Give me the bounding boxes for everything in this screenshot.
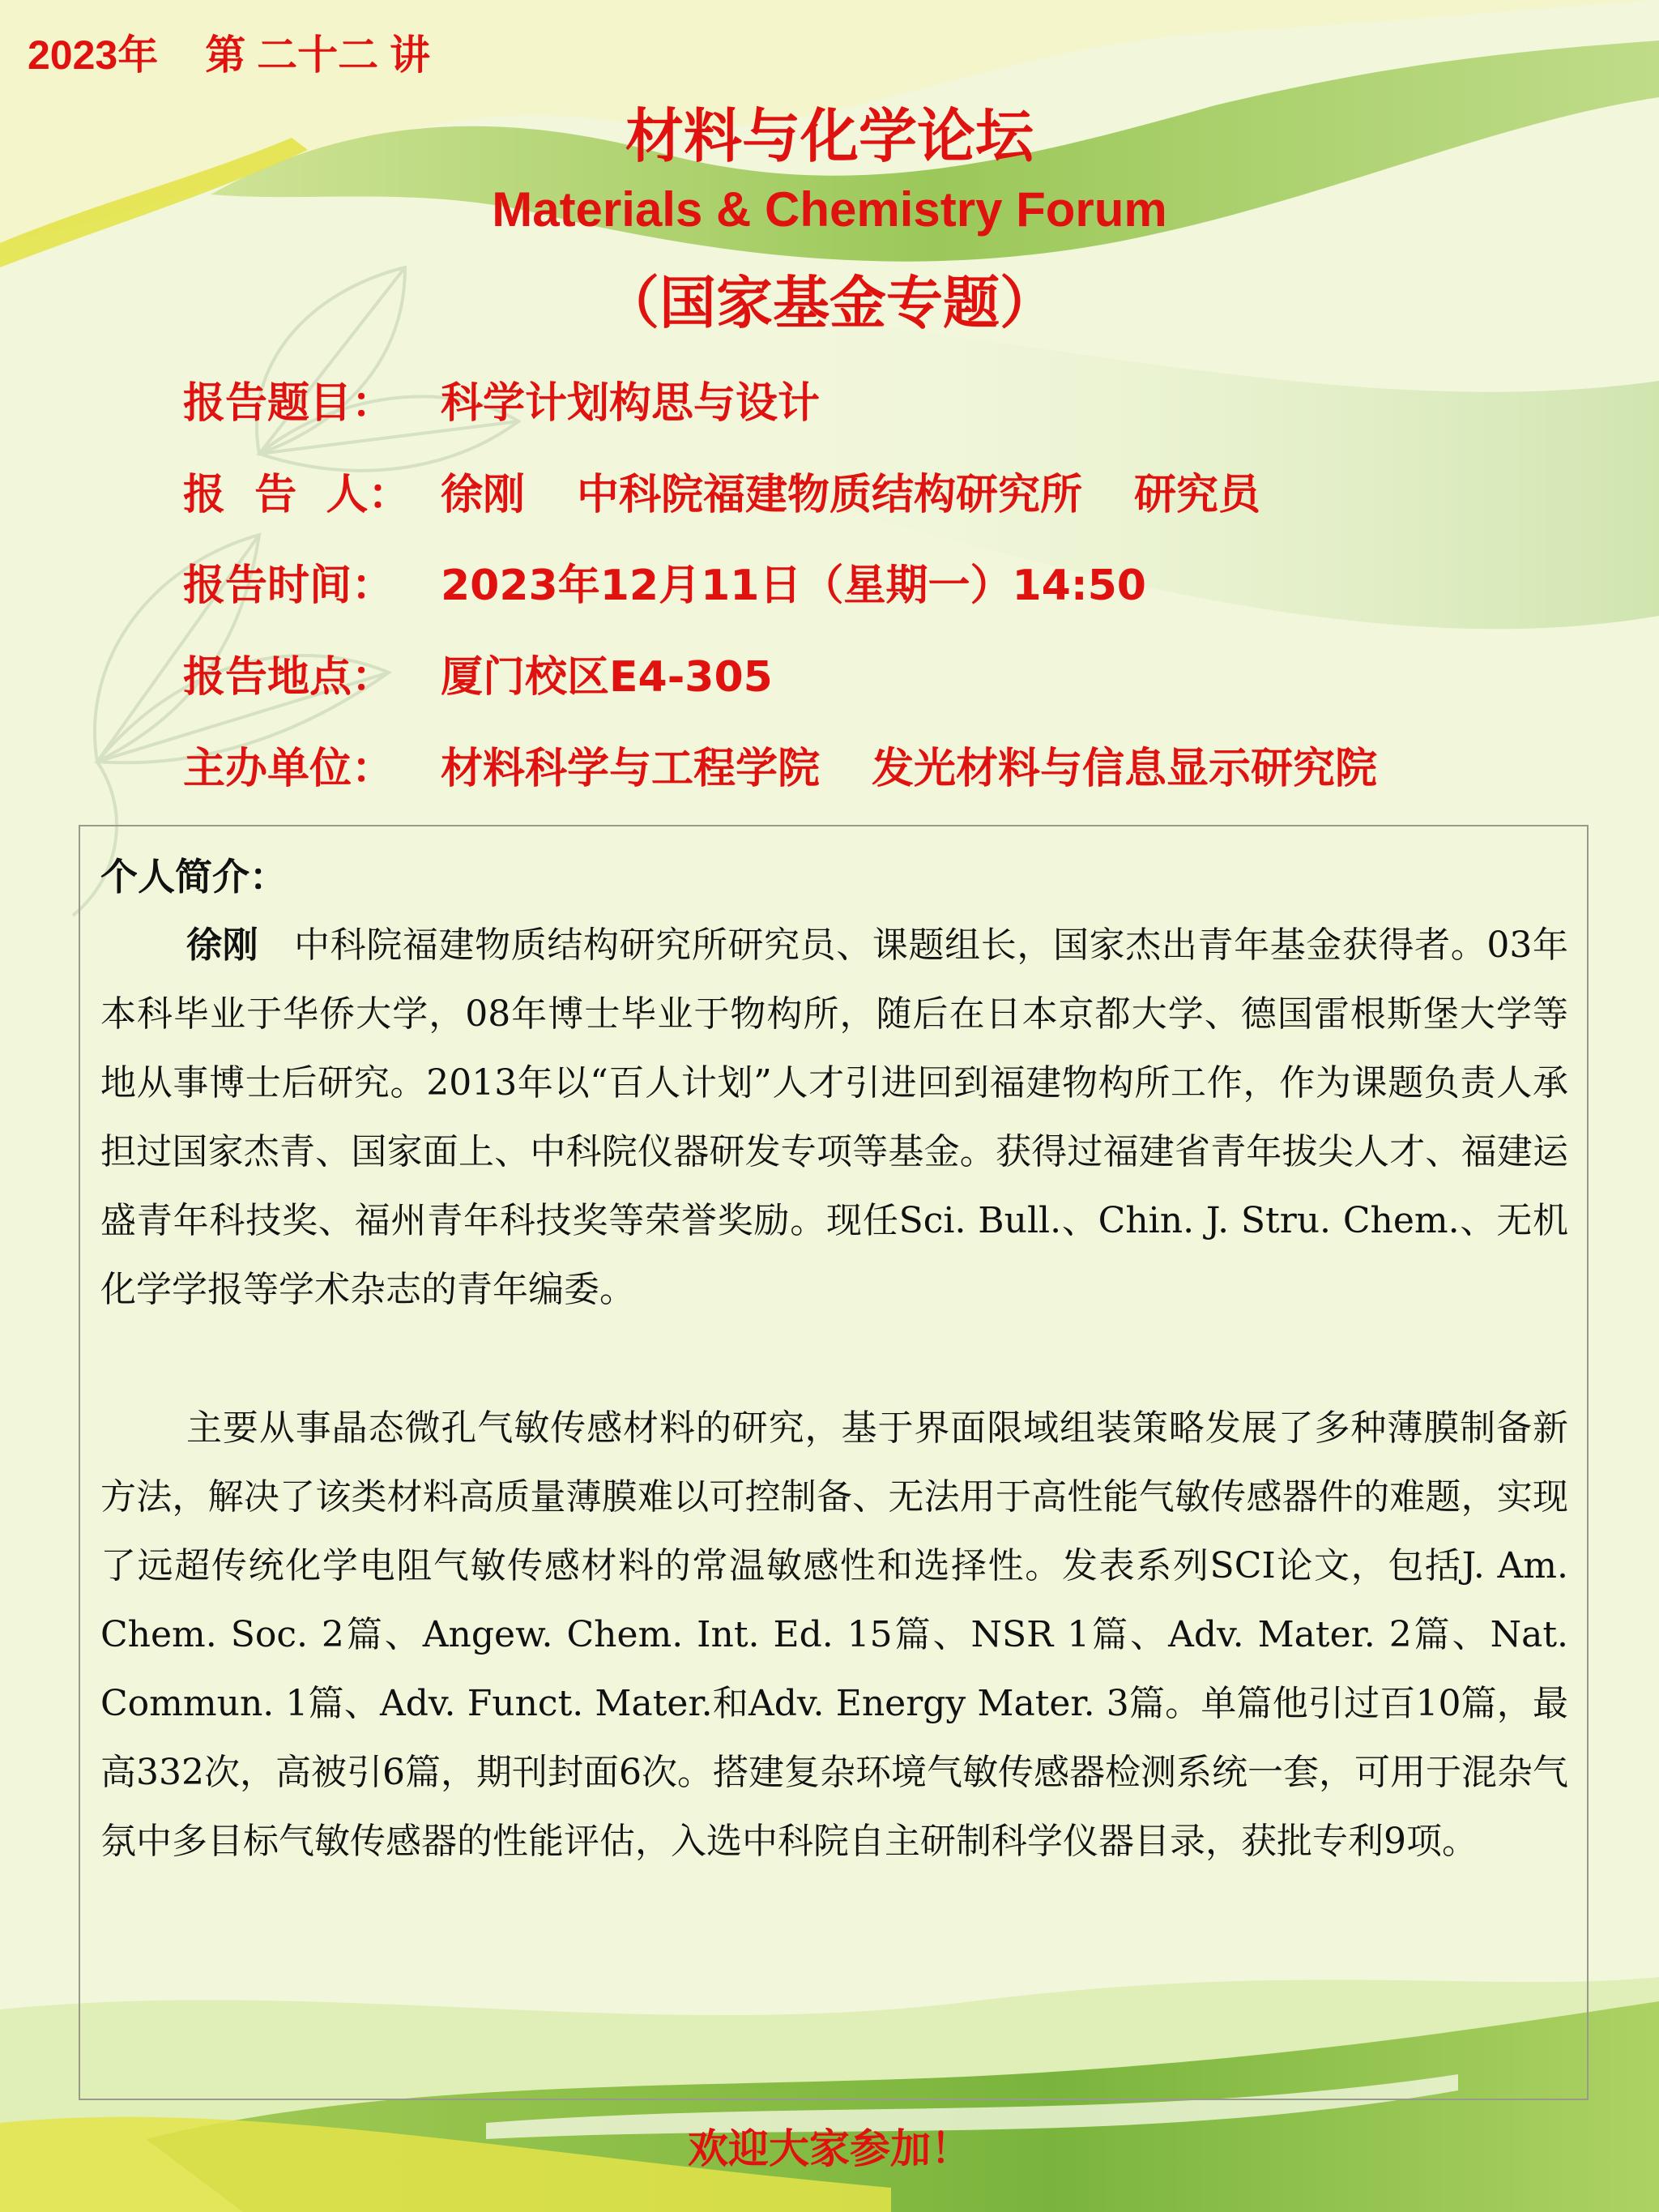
- host-value: [441, 734, 1377, 795]
- topic-label: 报告题目：: [183, 379, 394, 428]
- time-label: 报告时间：: [183, 562, 394, 610]
- lecture-series-label: [28, 23, 430, 81]
- speaker-name: 徐刚: [441, 471, 526, 519]
- bio-paragraph-1: [100, 911, 1568, 1324]
- topic-value: 科学计划构思与设计: [441, 379, 821, 428]
- host-unit-2: 发光材料与信息显示研究院: [872, 745, 1378, 793]
- host-label: 主办单位：: [183, 745, 394, 793]
- speaker-organization: 中科院福建物质结构研究所: [577, 471, 1083, 519]
- time-value: 2023年12月11日（星期一）14:50: [441, 562, 1146, 610]
- speaker-label: 报 告 人：: [183, 471, 411, 519]
- series-year: 2023年: [28, 32, 159, 78]
- forum-title-en: Materials & Chemistry Forum: [492, 182, 1167, 237]
- bio-paragraph-1-text: 中科院福建物质结构研究所研究员、课题组长，国家杰出青年基金获得者。03年本科毕业于华侨大学，08年博士毕业于物构所，随后在日本京都大学、德国雷根斯堡大学等地从事博士后研究。2013年以“百人计划”人才引进回到福建物构所工作，作为课题负责人承担过国家杰青、国家面上、中科院仪器研发专项等基金。获得过福建省青年拔尖人才、福建运盛青年科技奖、福州青年科技奖等荣誉奖励。现任Sci. Bull.、Chin. J. Stru. Chem.、无机化学学报等学术杂志的青年编委。: [100, 925, 1568, 1310]
- welcome-message: 欢迎大家参加！: [688, 2125, 971, 2172]
- series-lecture-number: 第 二十二 讲: [205, 32, 431, 78]
- place-value: 厦门校区E4-305: [441, 653, 773, 702]
- bio-paragraph-2: 主要从事晶态微孔气敏传感材料的研究，基于界面限域组装策略发展了多种薄膜制备新方法，解决了该类材料高质量薄膜难以可控制备、无法用于高性能气敏传感器件的难题，实现了远超传统化学电阻气敏传感材料的常温敏感性和选择性。发表系列SCI论文，包括J. Am. Chem. Soc. 2篇、Angew. Chem. Int. Ed. 15篇、NSR 1篇、Adv. Mater. 2篇、Nat. Commun. 1篇、Adv. Funct. Mater.和Adv. Energy Mater. 3篇。单篇他引过百10篇，最高332次，高被引6篇，期刊封面6次。搭建复杂环境气敏传感器检测系统一套，可用于混杂气氛中多目标气敏传感器的性能评估，入选中科院自主研制科学仪器目录，获批专利9项。: [100, 1407, 1568, 1862]
- place-label: 报告地点：: [183, 653, 394, 702]
- host-unit-1: 材料科学与工程学院: [441, 745, 821, 793]
- bio-speaker-name: 徐刚: [186, 925, 259, 966]
- forum-title-cn: 材料与化学论坛: [625, 102, 1034, 170]
- speaker-value: [441, 460, 1260, 521]
- bio-heading: 个人简介：: [100, 855, 287, 899]
- forum-subtitle: （国家基金专题）: [603, 270, 1056, 336]
- speaker-title: 研究员: [1134, 471, 1261, 519]
